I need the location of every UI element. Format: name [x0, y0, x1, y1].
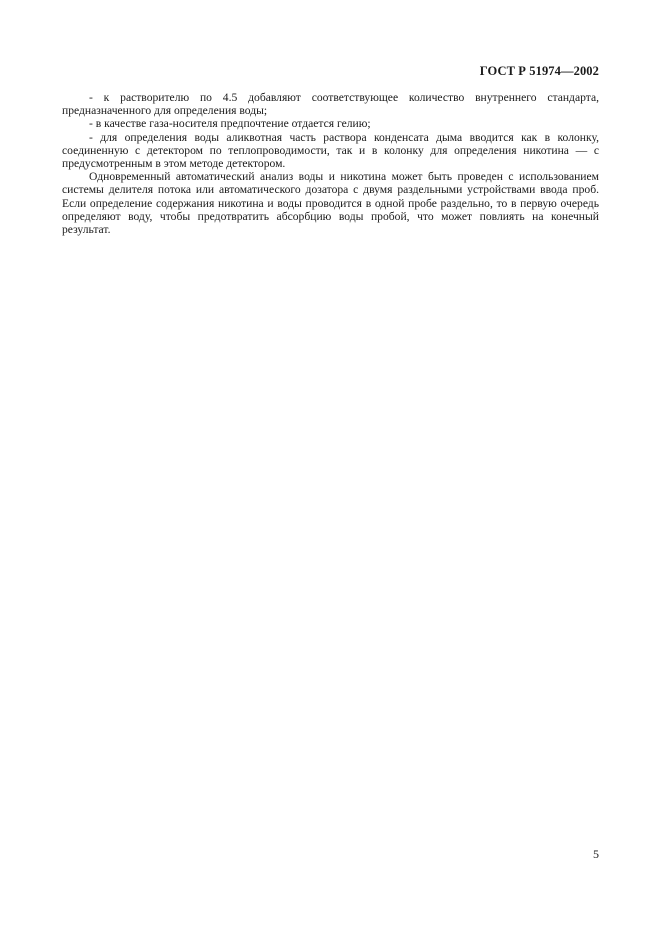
page-number: 5 [593, 847, 599, 861]
paragraph-carrier-gas: - в качестве газа-носителя предпочтение отдается гелию; [89, 117, 371, 131]
paragraph-simultaneous-analysis: Одновременный автоматический анализ воды и никотина может быть проведен с использованием системы делителя потока или автоматического дозатора с двумя раздельными устройствами ввода проб. Если определение содержания никотина и воды проводится в одной пробе раздельно, то в первую очередь определяют воду, чтобы предотвратить абсорбцию воды пробой, что может повлиять на конечный результат. [62, 170, 599, 237]
document-header: ГОСТ Р 51974—2002 [479, 64, 599, 78]
paragraph-solvent-standard: - к растворителю по 4.5 добавляют соответствующее количество внутреннего стандарта, предназначенного для определения воды; [62, 91, 599, 118]
paragraph-aliquot-injection: - для определения воды аликвотная часть раствора конденсата дыма вводится как в колонку, соединенную с детектором по теплопроводимости, так и в колонку для определения никотина — с предусмотренным в этом методе детектором. [62, 130, 599, 171]
document-body [62, 91, 599, 236]
